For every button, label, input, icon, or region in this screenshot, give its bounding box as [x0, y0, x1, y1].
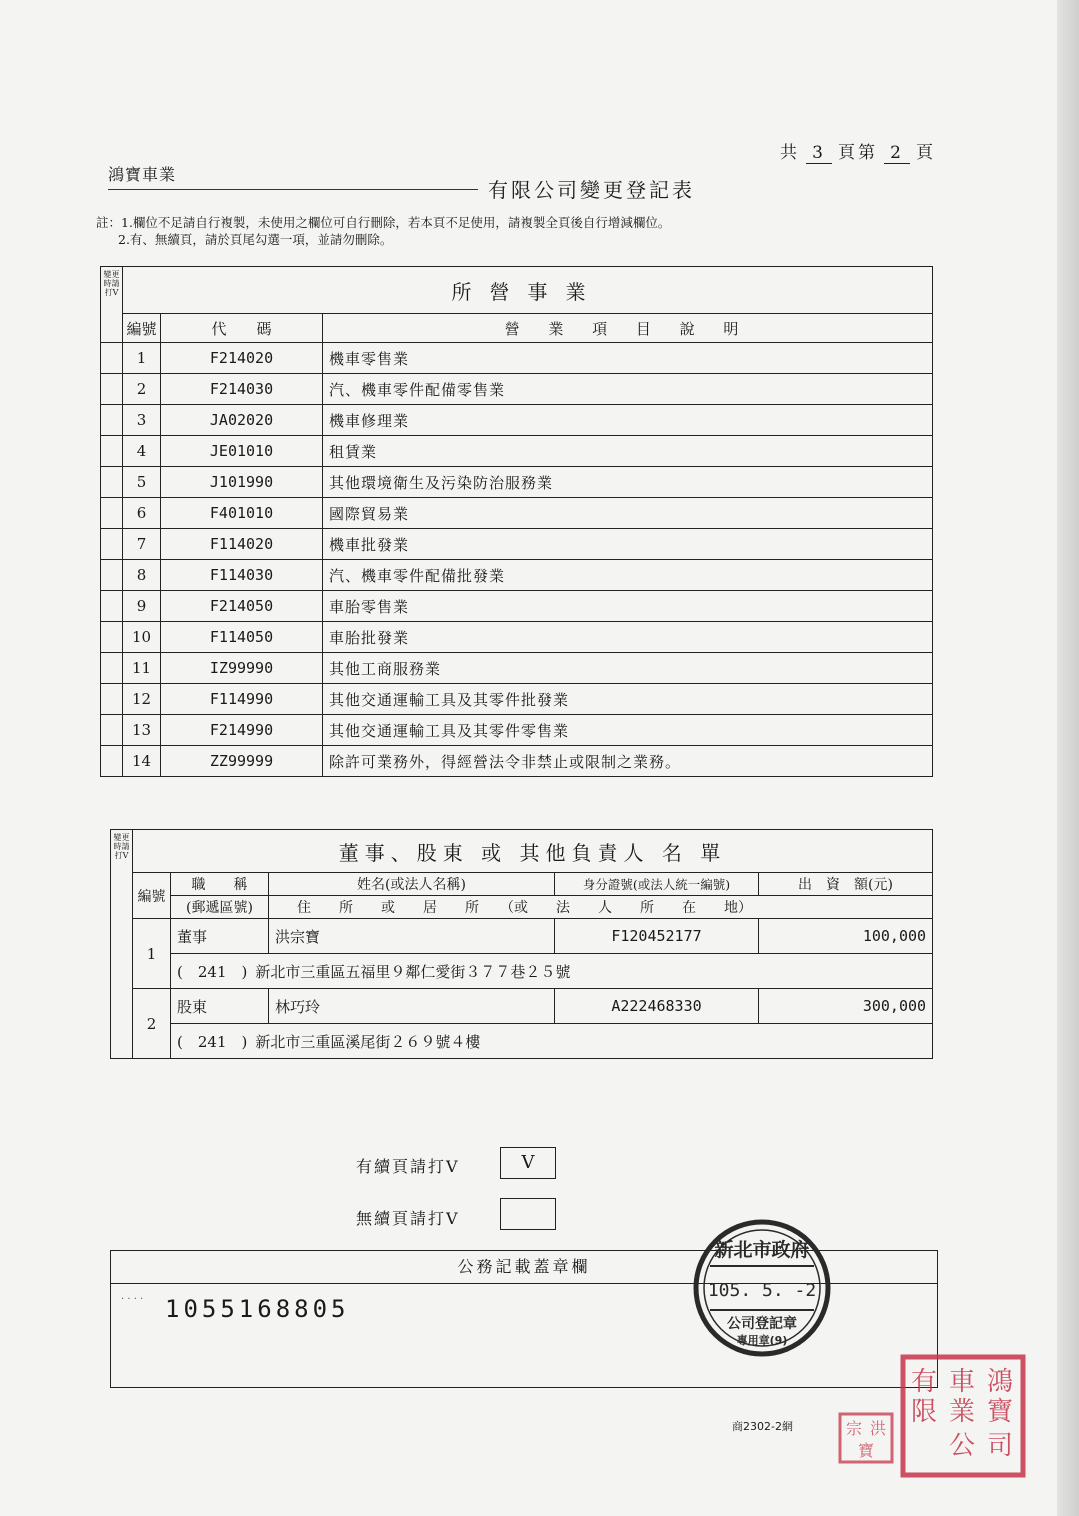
note-2: 2.有、無續頁，請於頁尾勾選一項，並請勿刪除。 — [118, 232, 393, 247]
item-desc: 除許可業務外，得經營法令非禁止或限制之業務。 — [323, 746, 933, 777]
item-desc: 機車修理業 — [323, 405, 933, 436]
stamp-sub-text: 專用章(9) — [736, 1334, 788, 1347]
table-row — [101, 467, 933, 498]
item-code: IZ99990 — [161, 653, 323, 684]
change-check[interactable] — [101, 436, 123, 467]
item-code: F214990 — [161, 715, 323, 746]
svg-text:司: 司 — [986, 1431, 1014, 1461]
business-title: 所營事業 — [123, 267, 933, 314]
change-check[interactable] — [101, 653, 123, 684]
svg-text:寶: 寶 — [857, 1441, 875, 1460]
table-row — [101, 746, 933, 777]
item-desc: 其他環境衛生及污染防治服務業 — [323, 467, 933, 498]
director-row-1 — [111, 919, 933, 954]
item-code: F114030 — [161, 560, 323, 591]
change-check[interactable] — [101, 560, 123, 591]
directors-title: 董事、股東 或 其他負責人 名 單 — [133, 830, 933, 873]
svg-text:業: 業 — [948, 1397, 976, 1427]
no-continuation-label: 無續頁請打V — [356, 1209, 460, 1228]
item-desc: 租賃業 — [323, 436, 933, 467]
director-id: F120452177 — [555, 919, 759, 954]
col-desc: 營 業 項 目 說 明 — [323, 314, 933, 343]
government-stamp — [688, 1214, 836, 1362]
director-row-2 — [111, 989, 933, 1024]
director-address: 新北市三重區溪尾街２６９號４樓 — [255, 1032, 481, 1051]
company-seal — [900, 1354, 1026, 1478]
item-no: 13 — [123, 715, 161, 746]
table-row — [101, 498, 933, 529]
change-check[interactable] — [101, 374, 123, 405]
col-postal: (郵遞區號) — [171, 896, 269, 919]
change-check[interactable] — [101, 622, 123, 653]
item-desc: 國際貿易業 — [323, 498, 933, 529]
svg-text:有: 有 — [910, 1367, 938, 1397]
table-row — [101, 715, 933, 746]
director-no: 2 — [133, 989, 171, 1059]
table-row — [101, 374, 933, 405]
table-row — [101, 529, 933, 560]
item-no: 6 — [123, 498, 161, 529]
item-code: F114050 — [161, 622, 323, 653]
director-no: 1 — [133, 919, 171, 989]
svg-text:洪: 洪 — [869, 1419, 887, 1438]
postal-code: ( 241 ) — [177, 962, 248, 981]
change-check[interactable] — [101, 746, 123, 777]
item-desc: 機車批發業 — [323, 529, 933, 560]
item-no: 9 — [123, 591, 161, 622]
svg-text:寶: 寶 — [986, 1397, 1014, 1427]
item-code: J101990 — [161, 467, 323, 498]
item-desc: 其他交通運輸工具及其零件批發業 — [323, 684, 933, 715]
has-continuation-label: 有續頁請打V — [356, 1157, 460, 1176]
table-row — [101, 436, 933, 467]
director-name: 林巧玲 — [269, 989, 555, 1024]
has-continuation-checkbox[interactable]: V — [500, 1147, 556, 1179]
director-title: 董事 — [171, 919, 269, 954]
item-desc: 汽、機車零件配備批發業 — [323, 560, 933, 591]
dots: . . . . — [121, 1291, 144, 1302]
change-mark-cell: 變更時請打V — [111, 830, 133, 1059]
change-check[interactable] — [101, 591, 123, 622]
table-row — [101, 591, 933, 622]
director-name: 洪宗寶 — [269, 919, 555, 954]
item-desc: 機車零售業 — [323, 343, 933, 374]
item-no: 1 — [123, 343, 161, 374]
notes — [96, 214, 670, 248]
item-desc: 車胎批發業 — [323, 622, 933, 653]
table-row — [101, 653, 933, 684]
business-scope-table — [100, 266, 933, 777]
item-no: 14 — [123, 746, 161, 777]
svg-text:限: 限 — [910, 1397, 938, 1427]
table-row — [101, 622, 933, 653]
col-title: 職 稱 — [171, 873, 269, 896]
change-check[interactable] — [101, 684, 123, 715]
total-pages: 3 — [806, 143, 832, 164]
registration-number: 1055168805 — [165, 1295, 350, 1323]
svg-text:宗: 宗 — [845, 1419, 863, 1438]
change-mark-cell: 變更時請打V — [101, 267, 123, 343]
stamp-bottom-text: 公司登記章 — [727, 1316, 797, 1332]
item-no: 4 — [123, 436, 161, 467]
svg-text:公: 公 — [948, 1431, 976, 1461]
svg-text:車: 車 — [948, 1367, 976, 1397]
paper-edge — [1057, 0, 1079, 1516]
item-code: F214020 — [161, 343, 323, 374]
director-capital: 300,000 — [759, 989, 933, 1024]
item-no: 11 — [123, 653, 161, 684]
item-no: 5 — [123, 467, 161, 498]
person-seal — [838, 1412, 894, 1464]
item-code: ZZ99999 — [161, 746, 323, 777]
svg-text:鴻: 鴻 — [986, 1367, 1014, 1397]
col-code: 代 碼 — [161, 314, 323, 343]
no-continuation-checkbox[interactable] — [500, 1198, 556, 1230]
col-id: 身分證號(或法人統一編號) — [555, 873, 759, 896]
change-check[interactable] — [101, 498, 123, 529]
col-no: 編號 — [133, 873, 171, 919]
item-no: 12 — [123, 684, 161, 715]
item-no: 7 — [123, 529, 161, 560]
item-desc: 其他工商服務業 — [323, 653, 933, 684]
item-code: F114020 — [161, 529, 323, 560]
company-name: 鴻寶車業 — [108, 162, 478, 190]
item-desc: 車胎零售業 — [323, 591, 933, 622]
official-record-title: 公務記載蓋章欄 — [111, 1251, 937, 1284]
postal-code: ( 241 ) — [177, 1032, 248, 1051]
change-check[interactable] — [101, 343, 123, 374]
director-address-row — [171, 954, 933, 989]
form-title: 有限公司變更登記表 — [488, 178, 695, 202]
director-capital: 100,000 — [759, 919, 933, 954]
item-code: F214030 — [161, 374, 323, 405]
director-address: 新北市三重區五福里９鄰仁愛街３７７巷２５號 — [255, 962, 571, 981]
director-title: 股東 — [171, 989, 269, 1024]
director-address-row — [171, 1024, 933, 1059]
table-row — [101, 560, 933, 591]
item-no: 3 — [123, 405, 161, 436]
table-row — [101, 684, 933, 715]
item-desc: 其他交通運輸工具及其零件零售業 — [323, 715, 933, 746]
director-id: A222468330 — [555, 989, 759, 1024]
change-check[interactable] — [101, 529, 123, 560]
form-code: 商2302-2網 — [732, 1420, 793, 1433]
item-desc: 汽、機車零件配備零售業 — [323, 374, 933, 405]
change-check[interactable] — [101, 715, 123, 746]
item-no: 10 — [123, 622, 161, 653]
item-code: JA02020 — [161, 405, 323, 436]
col-no: 編號 — [123, 314, 161, 343]
change-check[interactable] — [101, 405, 123, 436]
stamp-date: 105. 5. -2 — [707, 1280, 817, 1301]
note-1: 註：1.欄位不足請自行複製，未使用之欄位可自行刪除，若本頁不足使用，請複製全頁後自行增減欄位。 — [96, 215, 671, 230]
item-code: F114990 — [161, 684, 323, 715]
item-code: JE01010 — [161, 436, 323, 467]
item-code: F401010 — [161, 498, 323, 529]
change-check[interactable] — [101, 467, 123, 498]
page-indicator: 共 3 頁第 2 頁 — [780, 143, 936, 163]
directors-table — [110, 829, 933, 1059]
item-no: 2 — [123, 374, 161, 405]
stamp-top-text: 新北市政府 — [714, 1239, 810, 1261]
table-row — [101, 405, 933, 436]
current-page: 2 — [884, 143, 910, 164]
col-capital: 出 資 額(元) — [759, 873, 933, 896]
col-address: 住 所 或 居 所 （或 法 人 所 在 地） — [269, 896, 933, 919]
col-name: 姓名(或法人名稱) — [269, 873, 555, 896]
table-row — [101, 343, 933, 374]
item-no: 8 — [123, 560, 161, 591]
item-code: F214050 — [161, 591, 323, 622]
